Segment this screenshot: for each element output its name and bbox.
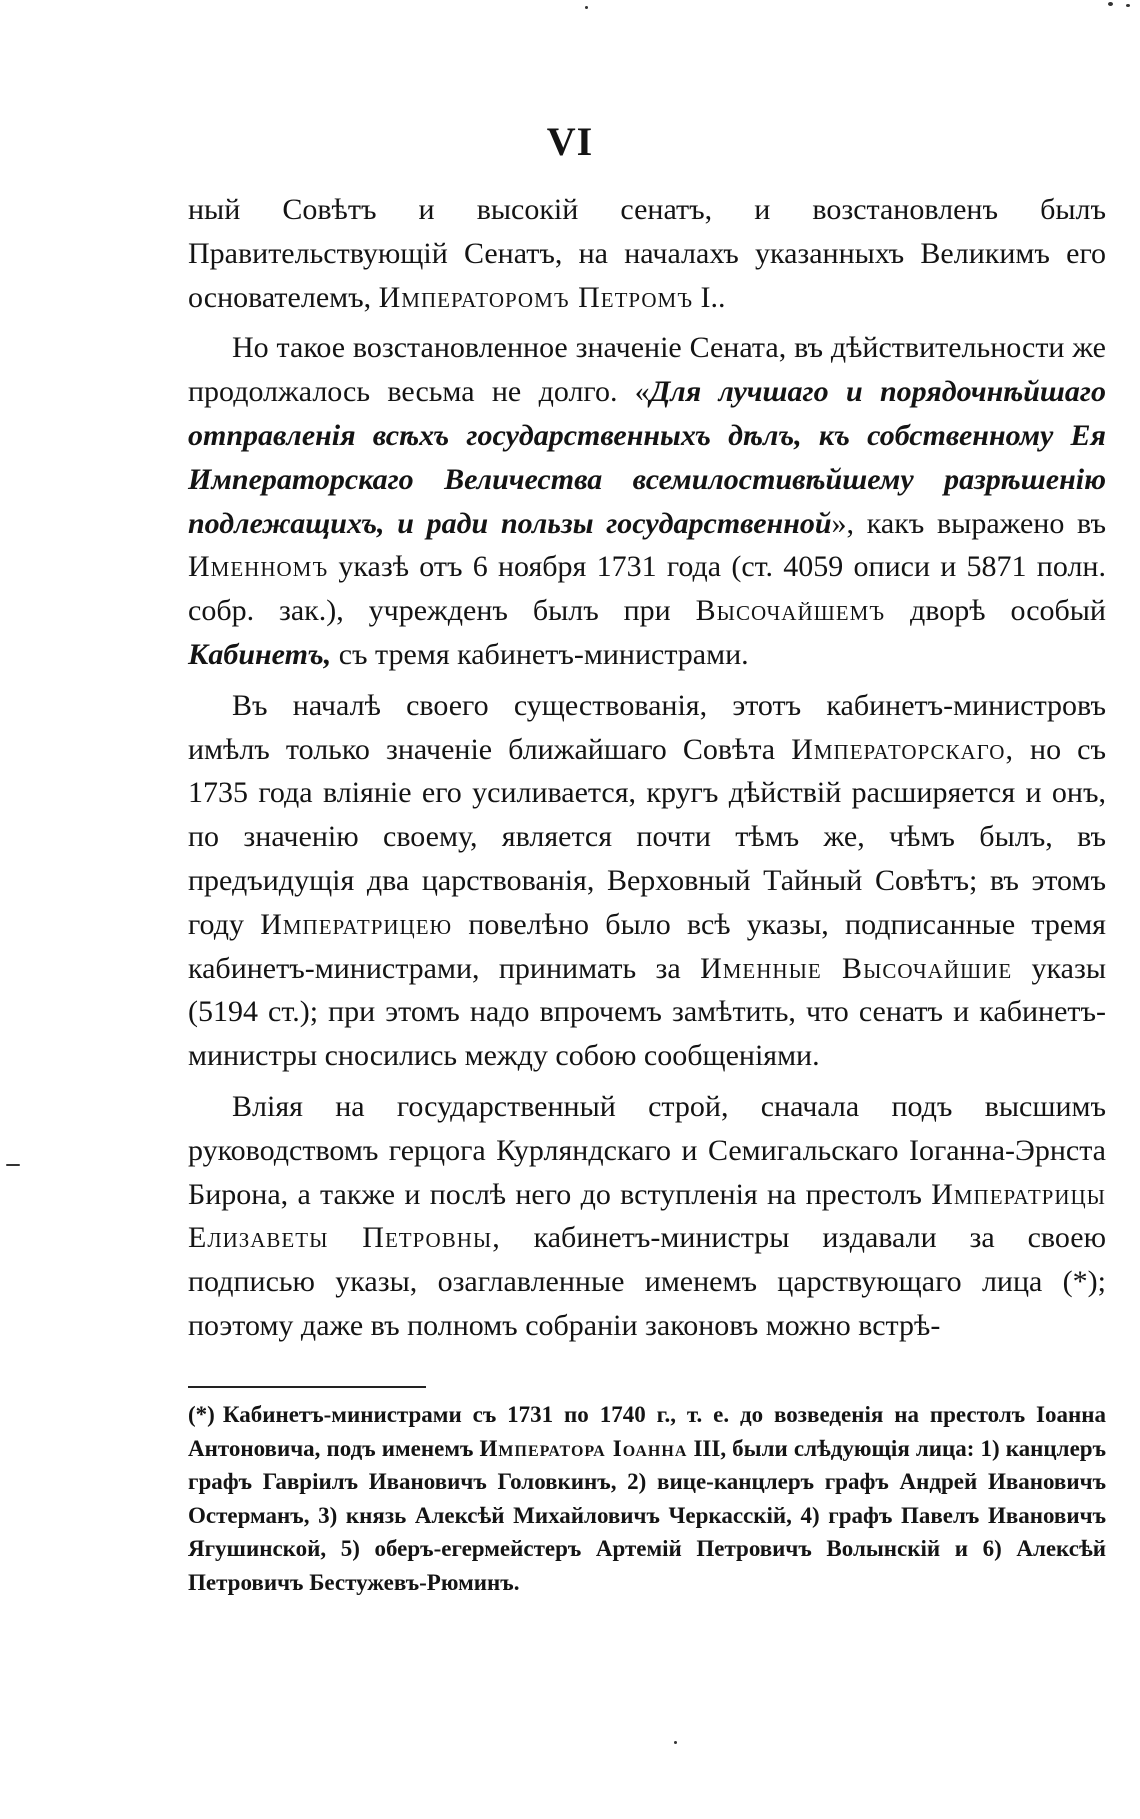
text-run: Вліяя на государственный строй, сначала подъ высшимъ руководствомъ герцога Курляндскаго и Семигальскаго Іоганна-Эрнста Бирона, а также и послѣ него до вступленія на престолъ (188, 1089, 1106, 1211)
text-run: повелѣно было всѣ указы, подписанные тремя кабинетъ-министрами, принимать за (188, 907, 1106, 985)
text-run: съ тремя кабинетъ-министрами. (331, 637, 749, 671)
smallcaps-run: Именные Высочайшие (700, 951, 1013, 985)
text-run: указѣ отъ 6 ноября 1731 года (ст. 4059 описи и 5871 полн. собр. зак.), учрежденъ былъ при (188, 550, 1106, 628)
text-run: кабинетъ-министры издавали за своею подписью указы, озаглавленные именемъ царствующаго лица (*); поэтому даже въ полномъ собраніи законовъ можно встрѣ- (188, 1221, 1106, 1342)
print-speck (1126, 4, 1130, 7)
paragraph (188, 326, 1106, 676)
smallcaps-run: Императоромъ Петромъ (378, 280, 694, 314)
print-speck (585, 6, 588, 9)
text-run: Кабинетъ-министрами съ 1731 по 1740 г., т. е. до возведенія на престолъ Іоанна Антоновича, подъ именемъ (188, 1402, 1106, 1461)
print-speck (1108, 2, 1113, 6)
emphasis-run: Для лучшаго и порядочнѣйшаго отправленія всѣхъ государственныхъ дѣлъ, къ собственному Ея Императорскаго Величества всемилостивѣйшему разрѣшенію подлежащихъ, и ради пользы государственной (188, 375, 1106, 540)
print-speck (6, 1164, 20, 1166)
text-run: дворѣ особый (885, 594, 1106, 628)
paragraph (188, 1085, 1106, 1348)
paragraph (188, 188, 1106, 319)
footnote-rule (188, 1386, 426, 1388)
paragraph (188, 684, 1106, 1078)
text-run: Въ началѣ своего существованія, этотъ кабинетъ-министровъ имѣлъ только значеніе ближайшаго Совѣта (188, 688, 1106, 766)
text-run: но съ 1735 года вліяніе его усиливается, кругъ дѣйствій расширяется и онъ, по значенію своему, является почти тѣмъ же, чѣмъ былъ, въ предъидущія два царствованія, Верховный Тайный Совѣтъ; въ этомъ году (188, 732, 1106, 941)
page-number: VI (546, 119, 594, 164)
text-run: », какъ выражено въ (831, 506, 1106, 540)
smallcaps-run: Именномъ (188, 550, 329, 584)
smallcaps-run: Императорскаго, (791, 732, 1014, 766)
text-run: указы (5194 ст.); при этомъ надо впрочемъ замѣтить, что сенатъ и кабинетъ-министры сносились между собою сообщеніями. (188, 951, 1106, 1073)
text-run: III, были слѣдующія лица: 1) канцлеръ графъ Гавріилъ Ивановичъ Головкинъ, 2) вице-канцлеръ графъ Андрей Ивановичъ Остерманъ, 3) князь Алексѣй Михайловичъ Черкасскій, 4) графъ Павелъ Ивановичъ Ягушинской, 5) оберъ-егермейстеръ Артемій Петровичъ Волынскій и 6) Алексѣй Петровичъ Бестужевъ-Рюминъ. (188, 1435, 1106, 1595)
text-run: I.. (693, 280, 726, 314)
emphasis-run: Кабинетъ, (188, 637, 332, 671)
print-speck (674, 1741, 677, 1744)
smallcaps-run: Императрицы Елизаветы Петровны, (188, 1177, 1106, 1255)
footnote-mark: (*) (188, 1402, 215, 1427)
smallcaps-run: Высочайшемъ (695, 594, 886, 628)
text-run: Но такое возстановленное значеніе Сената, въ дѣйствительности же продолжалось весьма не долго. « (188, 331, 1106, 409)
text-run: ный Совѣтъ и высокій сенатъ, и возстановленъ былъ Правительствующій Сенатъ, на началахъ указанныхъ Великимъ его основателемъ, (188, 193, 1106, 314)
footnote-text (188, 1402, 1106, 1595)
smallcaps-run: Императрицею (260, 907, 453, 941)
main-text (188, 188, 1106, 1355)
footnote (188, 1398, 1106, 1599)
smallcaps-run: Императора Іоанна (479, 1435, 688, 1461)
